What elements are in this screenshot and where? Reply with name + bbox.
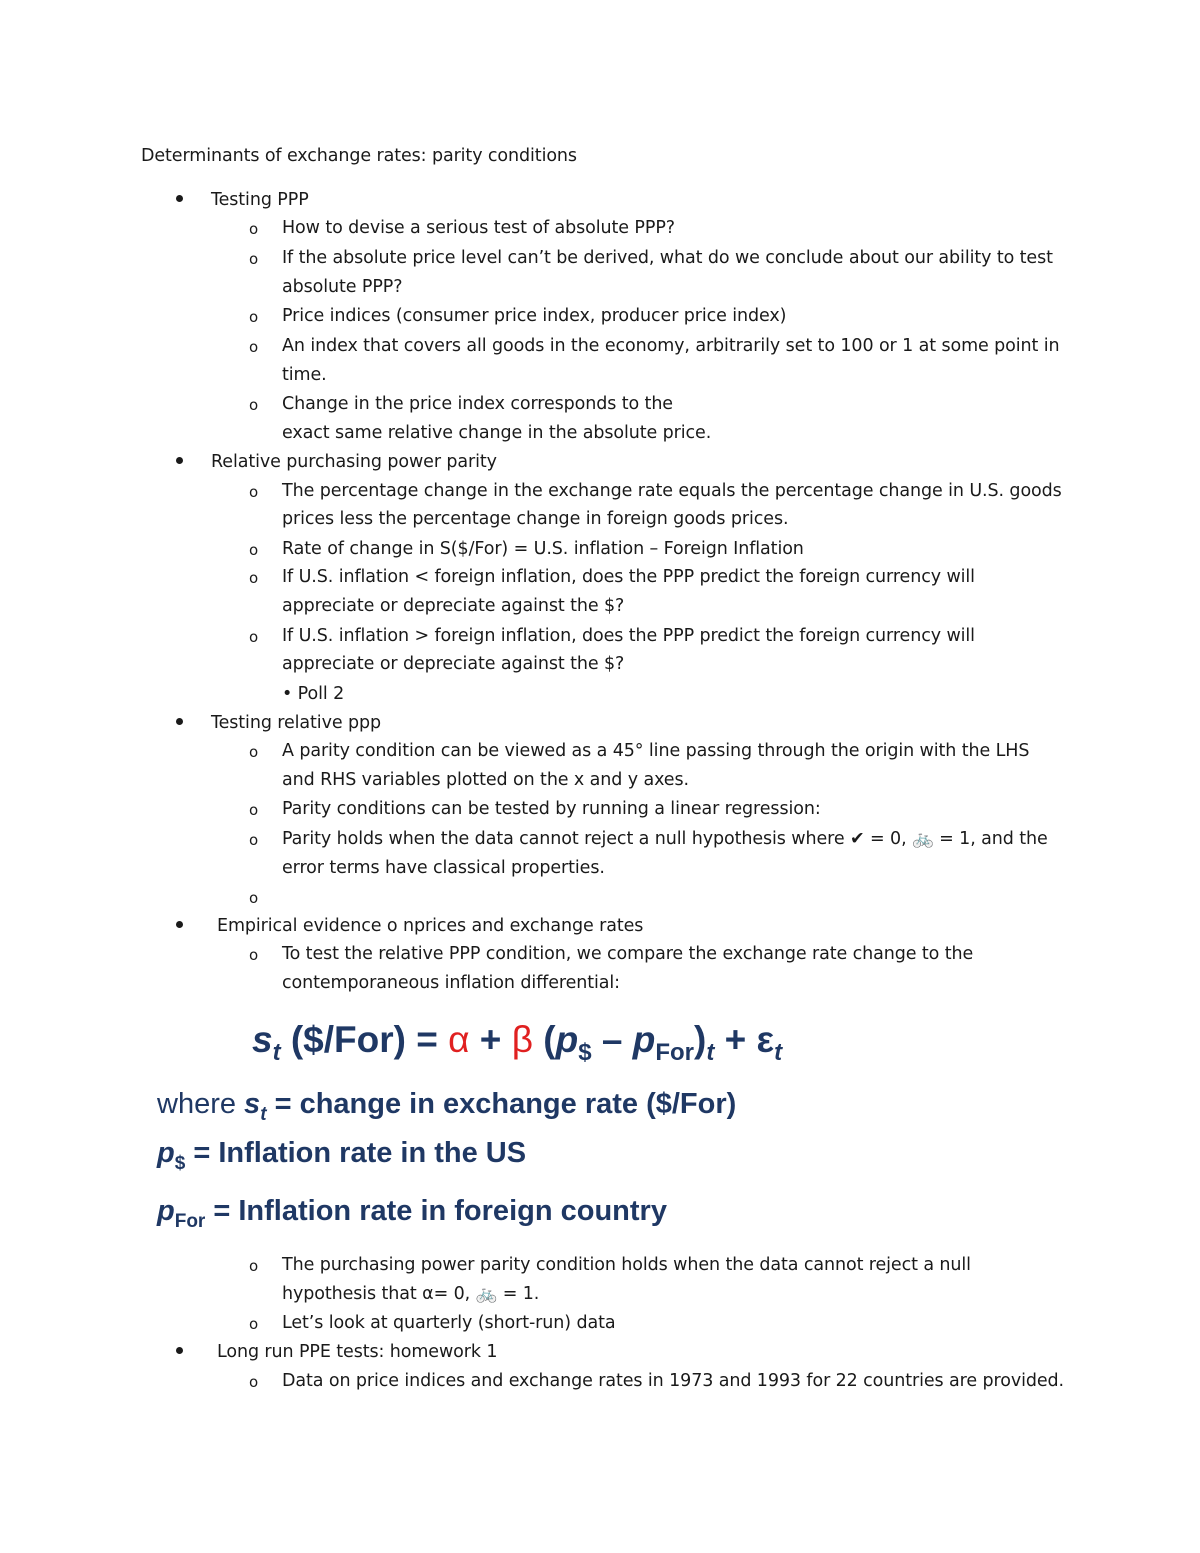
list-item-continuation: hypothesis that α= 0, 🚲 = 1. [282,1284,540,1304]
sub-bullet: o [249,483,259,501]
list-item-continuation: appreciate or depreciate against the $? [282,654,625,674]
list-item-continuation: prices less the percentage change in foreign goods prices. [282,509,789,529]
bullet-dot [176,457,183,464]
section-heading-long-run-tests: Long run PPE tests: homework 1 [217,1342,498,1362]
sub-bullet: o [249,946,259,964]
sub-bullet: o [249,1257,259,1275]
list-item-continuation: absolute PPP? [282,277,403,297]
eq-sub-for: For [655,1039,694,1066]
list-item-continuation: error terms have classical properties. [282,858,605,878]
list-item: Change in the price index corresponds to the [282,394,673,414]
eq-paren-open: ( [533,1019,556,1060]
list-item: How to devise a serious test of absolute PPP? [282,218,675,238]
list-item-continuation: contemporaneous inflation differential: [282,973,620,993]
def-p-us-text: = Inflation rate in the US [185,1137,527,1169]
def-p-for: p [157,1195,175,1227]
eq-p-us: p [555,1019,579,1060]
list-item: If the absolute price level can’t be derived, what do we conclude about our ability to test [282,248,1053,268]
sub-bullet: o [249,396,259,414]
list-item-continuation: and RHS variables plotted on the x and y axes. [282,770,689,790]
sub-bullet: o [249,569,259,587]
section-heading-empirical-evidence: Empirical evidence o nprices and exchange rates [217,916,644,936]
def-s: s [244,1088,261,1120]
list-item: If U.S. inflation > foreign inflation, does the PPP predict the foreign currency will [282,626,975,646]
bullet-dot [176,718,183,725]
eq-sub-t3: t [774,1039,783,1066]
list-item: To test the relative PPP condition, we compare the exchange rate change to the [282,944,974,964]
list-item: Rate of change in S($/For) = U.S. inflation – Foreign Inflation [282,539,804,559]
sub-bullet: o [249,220,259,238]
list-item: A parity condition can be viewed as a 45° line passing through the origin with the LHS [282,741,1030,761]
def-s-sub: t [260,1104,267,1125]
list-item: The percentage change in the exchange rate equals the percentage change in U.S. goods [282,481,1062,501]
eq-sub-t: t [272,1039,281,1066]
sub-bullet: o [249,250,259,268]
eq-alpha: α [448,1019,470,1060]
sub-bullet: o [249,308,259,326]
sub-bullet: o [249,1315,259,1333]
definition-s [157,1085,736,1123]
list-item: Let’s look at quarterly (short-run) data [282,1313,616,1333]
eq-lhs: ($/For) = [280,1019,449,1060]
section-heading-testing-relative-ppp: Testing relative ppp [211,713,381,733]
sub-bullet: o [249,831,259,849]
eq-plus: + [469,1019,512,1060]
sub-bullet: o [249,628,259,646]
eq-minus: – [591,1019,633,1060]
eq-sub-t2: t [706,1039,715,1066]
bullet-dot [176,195,183,202]
regression-equation [252,1015,782,1065]
sub-bullet: o [249,541,259,559]
page-title: Determinants of exchange rates: parity conditions [141,146,577,166]
list-item: If U.S. inflation < foreign inflation, does the PPP predict the foreign currency will [282,567,975,587]
poll-item: • Poll 2 [282,684,345,704]
eq-s: s [252,1019,273,1060]
sub-bullet: o [249,338,259,356]
eq-sub-dollar: $ [578,1039,592,1066]
sub-bullet-empty: o [249,889,259,907]
bullet-dot [176,921,183,928]
def-p-us-sub: $ [174,1153,186,1174]
list-item-continuation: time. [282,365,327,385]
sub-bullet: o [249,743,259,761]
sub-bullet: o [249,801,259,819]
eq-beta: β [511,1019,533,1060]
def-where: where [157,1088,245,1120]
section-heading-testing-ppp: Testing PPP [211,190,309,210]
definition-p-for [157,1192,667,1230]
list-item: Parity holds when the data cannot reject a null hypothesis where ✔ = 0, 🚲 = 1, and the [282,829,1048,849]
list-item: Price indices (consumer price index, producer price index) [282,306,787,326]
def-p-us: p [157,1137,175,1169]
def-p-for-text: = Inflation rate in foreign country [205,1195,667,1227]
list-item: Data on price indices and exchange rates in 1973 and 1993 for 22 countries are provided. [282,1371,1064,1391]
bullet-dot [176,1347,183,1354]
eq-paren-close: ) [694,1019,707,1060]
eq-plus2: + [714,1019,757,1060]
def-s-text: = change in exchange rate ($/For) [266,1088,737,1120]
eq-p-for: p [632,1019,656,1060]
eq-epsilon: ε [756,1019,775,1060]
section-heading-relative-ppp: Relative purchasing power parity [211,452,497,472]
list-item-continuation: appreciate or depreciate against the $? [282,596,625,616]
sub-bullet: o [249,1373,259,1391]
list-item: An index that covers all goods in the economy, arbitrarily set to 100 or 1 at some point in [282,336,1060,356]
list-item-continuation: exact same relative change in the absolute price. [282,423,712,443]
list-item: Parity conditions can be tested by running a linear regression: [282,799,821,819]
definition-p-us [157,1134,526,1172]
def-p-for-sub: For [174,1211,206,1232]
list-item: The purchasing power parity condition holds when the data cannot reject a null [282,1255,971,1275]
